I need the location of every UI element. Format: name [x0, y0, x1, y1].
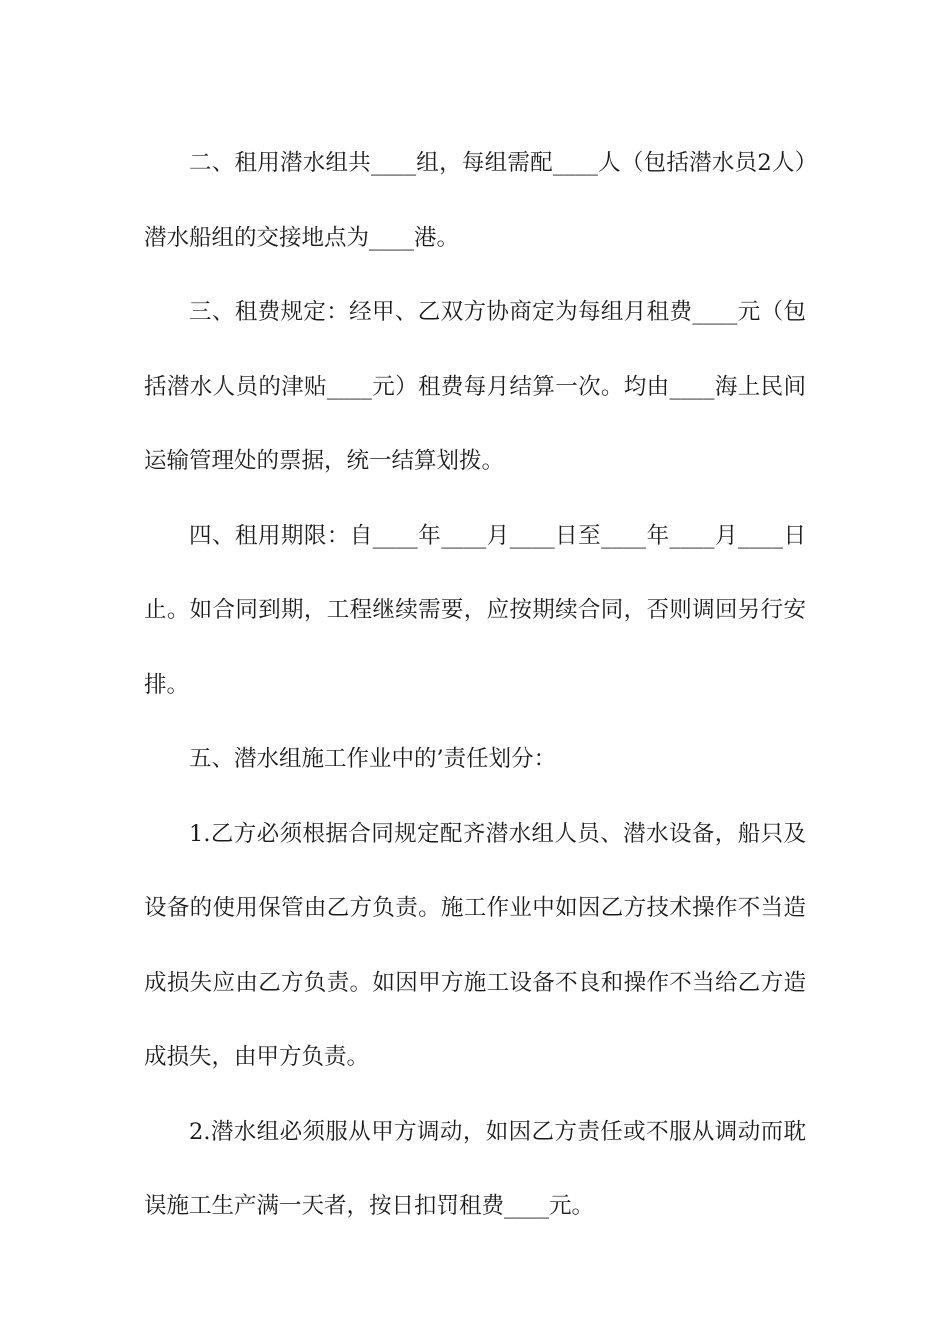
paragraph-responsibility-heading: 五、潜水组施工作业中的’责任划分： [189, 746, 557, 772]
paragraph-diving-group-allocation: 二、租用潜水组共____组，每组需配____人（包括潜水员2人）潜水船组的交接地点为____港。 [144, 150, 806, 251]
paragraph-responsibility-item-2: 2.潜水组必须服从甲方调动，如因乙方责任或不服从调动而耽误施工生产满一天者，按日扣罚租费____元。 [144, 1118, 806, 1219]
paragraph-rental-period: 四、租用期限：自____年____月____日至____年____月____日止。如合同到期，工程继续需要，应按期续合同，否则调回另行安排。 [144, 522, 806, 698]
document-body [144, 126, 806, 1244]
paragraph-rental-fee: 三、租费规定：经甲、乙双方协商定为每组月租费____元（包括潜水人员的津贴____元）租费每月结算一次。均由____海上民间运输管理处的票据，统一结算划拨。 [144, 299, 806, 474]
paragraph-responsibility-item-1: 1.乙方必须根据合同规定配齐潜水组人员、潜水设备，船只及设备的使用保管由乙方负责。施工作业中如因乙方技术操作不当造成损失应由乙方负责。如因甲方施工设备不良和操作不当给乙方造成损失，由甲方负责。 [144, 820, 806, 1070]
